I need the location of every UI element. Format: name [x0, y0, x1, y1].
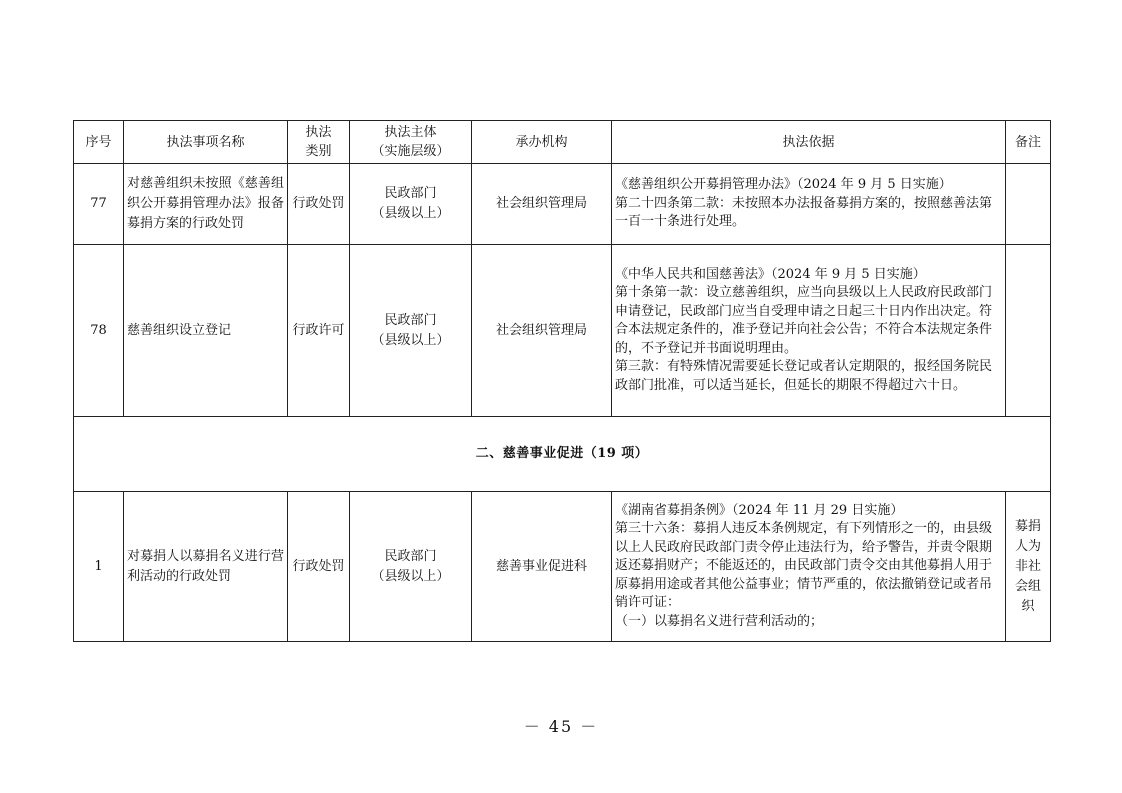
row-subject: 民政部门 （县级以上）	[350, 164, 472, 245]
row-basis: 《湖南省募捐条例》（2024 年 11 月 29 日实施） 第三十六条：募捐人违反本条例规定，有下列情形之一的，由县级以上人民政府民政部门责令停止违法行为，给予警告，并责令限期返还募捐财产；不能返还的，由民政部门责令交由其他募捐人用于原募捐用途或者其他公益事业；情节严重的，依法撤销登记或者吊销许可证： （一）以募捐名义进行营利活动的；	[612, 492, 1006, 642]
row-org: 慈善事业促进科	[472, 492, 612, 642]
row-org: 社会组织管理局	[472, 164, 612, 245]
row-org: 社会组织管理局	[472, 245, 612, 417]
row-note: 募捐人为非社会组织	[1006, 492, 1051, 642]
row-basis: 《中华人民共和国慈善法》（2024 年 9 月 5 日实施） 第十条第一款：设立慈善组织，应当向县级以上人民政府民政部门申请登记，民政部门应当自受理申请之日起三十日内作出决定。符合本法规定条件的，准予登记并向社会公告；不符合本法规定条件的，不予登记并书面说明理由。 第三款：有特殊情况需要延长登记或者认定期限的，报经国务院民政部门批准，可以适当延长，但延长的期限不得超过六十日。	[612, 245, 1006, 417]
header-org: 承办机构	[472, 121, 612, 164]
row-category: 行政处罚	[288, 164, 350, 245]
row-subject: 民政部门 （县级以上）	[350, 245, 472, 417]
table-row	[74, 492, 1051, 642]
table-row	[74, 245, 1051, 417]
row-item-name: 慈善组织设立登记	[124, 245, 288, 417]
table-header-row	[74, 121, 1051, 164]
row-serial-number: 78	[74, 245, 124, 417]
enforcement-items-table	[73, 120, 1051, 642]
table-row	[74, 164, 1051, 245]
row-serial-number: 1	[74, 492, 124, 642]
row-item-name: 对募捐人以募捐名义进行营利活动的行政处罚	[124, 492, 288, 642]
section-heading-row	[74, 417, 1051, 492]
row-note	[1006, 164, 1051, 245]
header-subject: 执法主体 （实施层级）	[350, 121, 472, 164]
header-basis: 执法依据	[612, 121, 1006, 164]
header-serial-number: 序号	[74, 121, 124, 164]
header-category: 执法 类别	[288, 121, 350, 164]
page-number: － 45 －	[523, 717, 599, 736]
row-category: 行政许可	[288, 245, 350, 417]
row-serial-number: 77	[74, 164, 124, 245]
section-title: 二、慈善事业促进（19 项）	[74, 417, 1051, 492]
row-category: 行政处罚	[288, 492, 350, 642]
row-subject: 民政部门 （县级以上）	[350, 492, 472, 642]
header-note: 备注	[1006, 121, 1051, 164]
header-item-name: 执法事项名称	[124, 121, 288, 164]
row-note	[1006, 245, 1051, 417]
row-basis: 《慈善组织公开募捐管理办法》（2024 年 9 月 5 日实施） 第二十四条第二款：未按照本办法报备募捐方案的，按照慈善法第一百一十条进行处理。	[612, 164, 1006, 245]
row-item-name: 对慈善组织未按照《慈善组织公开募捐管理办法》报备募捐方案的行政处罚	[124, 164, 288, 245]
